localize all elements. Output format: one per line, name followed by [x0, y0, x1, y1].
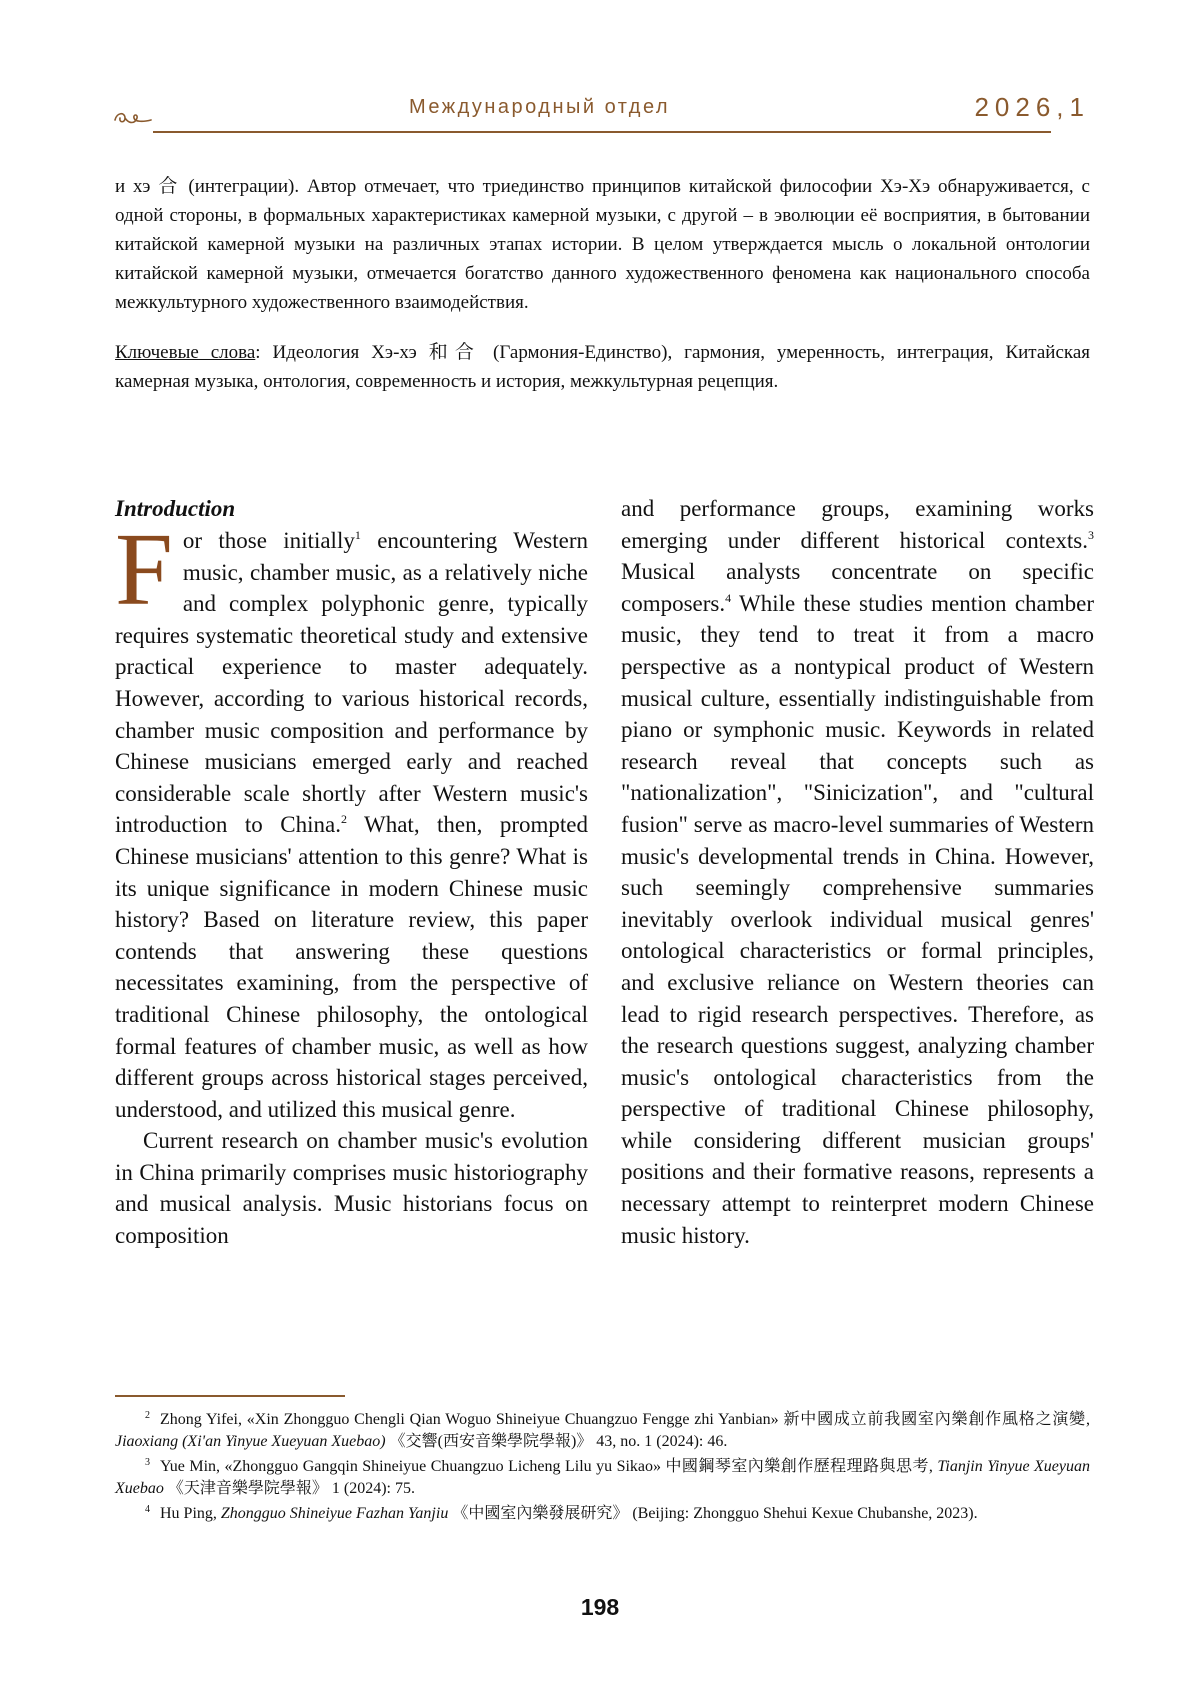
paragraph-text: What, then, prompted Chinese musicians' attention to this genre? What is its unique significance in modern Chinese music history? Based on literature review, this paper contends that answering these questions necessitates examining, from the perspective of traditional Chinese philosophy, the ontological formal features of chamber music, as well as how different groups across historical stages perceived, understood, and utilized this musical genre.	[115, 812, 588, 1122]
footnote-journal: Tianjin Yinyue Xueyuan Xuebao	[115, 1458, 1090, 1497]
footnotes	[115, 1405, 1090, 1525]
keywords	[115, 338, 1090, 396]
column-left	[115, 496, 588, 1252]
footnote-rule	[115, 1395, 345, 1397]
paragraph-text: encountering Western music, chamber music, as a relatively niche and complex polyphonic genre, typically requires systematic theoretical study and extensive practical experience to master adequately. However, according to various historical records, chamber music composition and performance by Chinese musicians emerged early and reached considerable scale shortly after Western music's introduction to China.	[115, 528, 588, 838]
footnote	[115, 1405, 1090, 1452]
paragraph-text: and performance groups, examining works emerging under different historical contexts.	[621, 496, 1094, 553]
footnote	[115, 1452, 1090, 1499]
footnote-text: Hu Ping,	[160, 1505, 221, 1522]
footnote-text: 《交響(西安音樂學院學報)》 43, no. 1 (2024): 46.	[385, 1432, 728, 1450]
section-heading: Introduction	[115, 496, 236, 522]
keywords-text: Идеология Хэ-хэ 和合 (Гармония-Единство), гармония, умеренность, интеграция, Китайская камерная музыка, онтология, современность и история, межкультурная рецепция.	[115, 342, 1090, 392]
paragraph-continued	[621, 493, 1094, 1251]
footnote-number: 2	[145, 1410, 150, 1421]
footnote-ref[interactable]: 4	[725, 590, 732, 605]
page-number: 198	[580, 1594, 620, 1620]
footnote-text: 《中國室內樂發展研究》 (Beijing: Zhongguo Shehui Kexue Chubanshe, 2023).	[448, 1505, 978, 1522]
keywords-colon: :	[255, 342, 261, 363]
abstract-text: и хэ 合 (интеграции). Автор отмечает, что триединство принципов китайской философии Хэ-Хэ обнаруживается, с одной стороны, в формальных характеристиках камерной музыки, с другой – в эволюции её восприятия, в бытовании китайской камерной музыки на различных этапах истории. В целом утверждается мысль о локальной онтологии китайской камерной музыки, отмечается богатство данного художественного феномена как национального способа межкультурного художественного взаимодействия.	[115, 176, 1090, 313]
paragraph-text: While these studies mention chamber music, they tend to treat it from a macro perspective as a nontypical product of Western musical culture, essentially indistinguishable from piano or symphonic music. Keywords in related research reveal that concepts such as "nationalization", "Sinicization", and "cultural fusion" serve as macro-level summaries of Western music's developmental trends in China. However, such seemingly comprehensive summaries inevitably overlook individual musical genres' ontological characteristics or formal principles, and exclusive reliance on Western theories can lead to rigid research perspectives. Therefore, as the research questions suggest, analyzing chamber music's ontological characteristics from the perspective of traditional Chinese philosophy, while considering different musician groups' positions and their formative reasons, represents a necessary attempt to reinterpret modern Chinese music history.	[621, 590, 1094, 1248]
keywords-label: Ключевые слова	[115, 342, 256, 363]
paragraph-text: or those initially	[182, 528, 355, 553]
footnote-ref[interactable]: 1	[354, 528, 361, 542]
footnote-ref[interactable]: 3	[1088, 527, 1094, 542]
footnote-ref[interactable]: 2	[340, 812, 347, 827]
paragraph-intro	[115, 512, 588, 1125]
scroll-flourish-icon	[113, 108, 153, 128]
column-right	[621, 493, 1094, 1251]
footnote-text: Zhong Yifei, «Xin Zhongguo Chengli Qian Woguo Shineiyue Chuangzuo Fengge zhi Yanbian» 新中國成立前我國室內樂創作風格之演變,	[160, 1411, 1090, 1428]
paragraph-text: Musical analysts concentrate on specific composers.	[621, 559, 1094, 616]
footnote-number: 4	[145, 1504, 150, 1515]
footnote	[115, 1499, 1090, 1525]
running-header	[113, 92, 1090, 136]
section-title: Международный отдел	[409, 96, 671, 118]
paragraph-research: Current research on chamber music's evolution in China primarily comprises music historiography and musical analysis. Music historians focus on composition	[115, 1128, 588, 1249]
footnote-journal: Jiaoxiang (Xi'an Yinyue Xueyuan Xuebao)	[115, 1432, 386, 1450]
footnote-text: Yue Min, «Zhongguo Gangqin Shineiyue Chuangzuo Licheng Lilu yu Sikao» 中國鋼琴室內樂創作歷程理路與思考,	[160, 1458, 938, 1475]
header-rule	[153, 131, 1051, 133]
issue-number: 2026,1	[974, 92, 1090, 122]
footnote-journal: Zhongguo Shineiyue Fazhan Yanjiu	[220, 1505, 449, 1522]
drop-cap: F	[115, 512, 173, 627]
abstract	[115, 172, 1090, 396]
footnote-number: 3	[145, 1457, 150, 1468]
footnote-text: 《天津音樂學院學報》 1 (2024): 75.	[163, 1479, 415, 1497]
